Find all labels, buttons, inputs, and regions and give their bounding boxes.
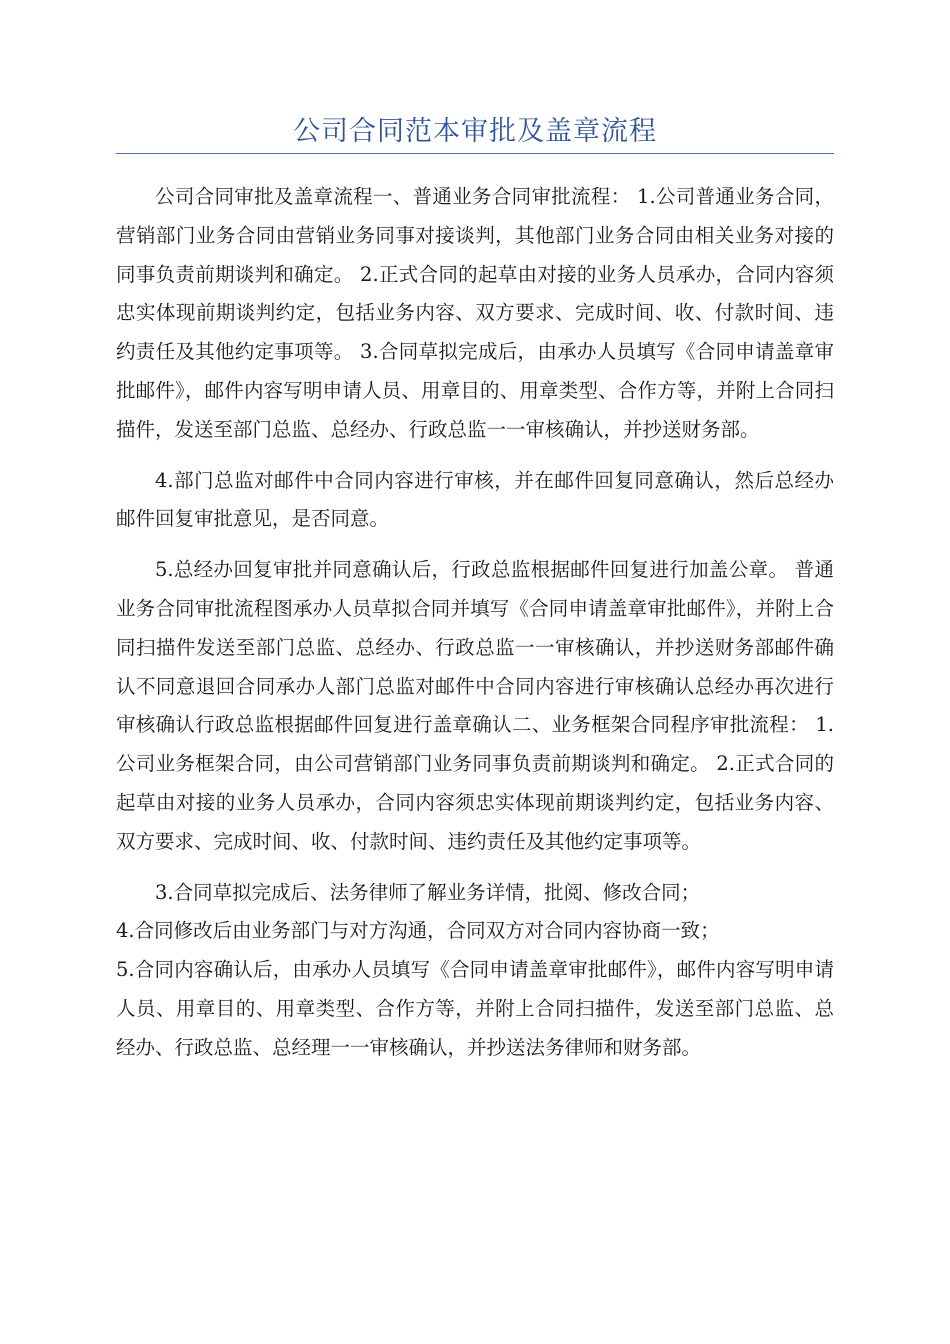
paragraph-2: 4.部门总监对邮件中合同内容进行审核，并在邮件回复同意确认，然后总经办邮件回复审批意见，是否同意。 bbox=[116, 468, 834, 531]
document-body bbox=[116, 178, 834, 1068]
paragraph-5: 4.合同修改后由业务部门与对方沟通，合同双方对合同内容协商一致； bbox=[116, 919, 720, 943]
paragraph-1: 公司合同审批及盖章流程一、普通业务合同审批流程： 1.公司普通业务合同，营销部门业务合同由营销业务同事对接谈判，其他部门业务合同由相关业务对接的同事负责前期谈判和确定。 2.正式合同的起草由对接的业务人员承办，合同内容须忠实体现前期谈判约定，包括业务内容、双方要求、完成时间、收、付款时间、违约责任及其他约定事项等。 3.合同草拟完成后，由承办人员填写《合同申请盖章审批邮件》，邮件内容写明申请人员、用章目的、用章类型、合作方等，并附上合同扫描件，发送至部门总监、总经办、行政总监一一审核确认，并抄送财务部。 bbox=[116, 185, 834, 441]
paragraph-3: 5.总经办回复审批并同意确认后，行政总监根据邮件回复进行加盖公章。 普通业务合同审批流程图承办人员草拟合同并填写《合同申请盖章审批邮件》，并附上合同扫描件发送至部门总监、总经办、行政总监一一审核确认，并抄送财务部邮件确认不同意退回合同承办人部门总监对邮件中合同内容进行审核确认总经办再次进行审核确认行政总监根据邮件回复进行盖章确认二、业务框架合同程序审批流程： 1.公司业务框架合同，由公司营销部门业务同事负责前期谈判和确定。 2.正式合同的起草由对接的业务人员承办，合同内容须忠实体现前期谈判约定，包括业务内容、双方要求、完成时间、收、付款时间、违约责任及其他约定事项等。 bbox=[116, 558, 834, 853]
title-underline bbox=[116, 153, 834, 154]
paragraph-4: 3.合同草拟完成后、法务律师了解业务详情，批阅、修改合同； bbox=[155, 880, 701, 904]
document-title: 公司合同范本审批及盖章流程 bbox=[293, 116, 657, 147]
paragraph-6: 5.合同内容确认后，由承办人员填写《合同申请盖章审批邮件》，邮件内容写明申请人员、用章目的、用章类型、合作方等，并附上合同扫描件，发送至部门总监、总经办、行政总监、总经理一一审核确认，并抄送法务律师和财务部。 bbox=[116, 958, 834, 1059]
